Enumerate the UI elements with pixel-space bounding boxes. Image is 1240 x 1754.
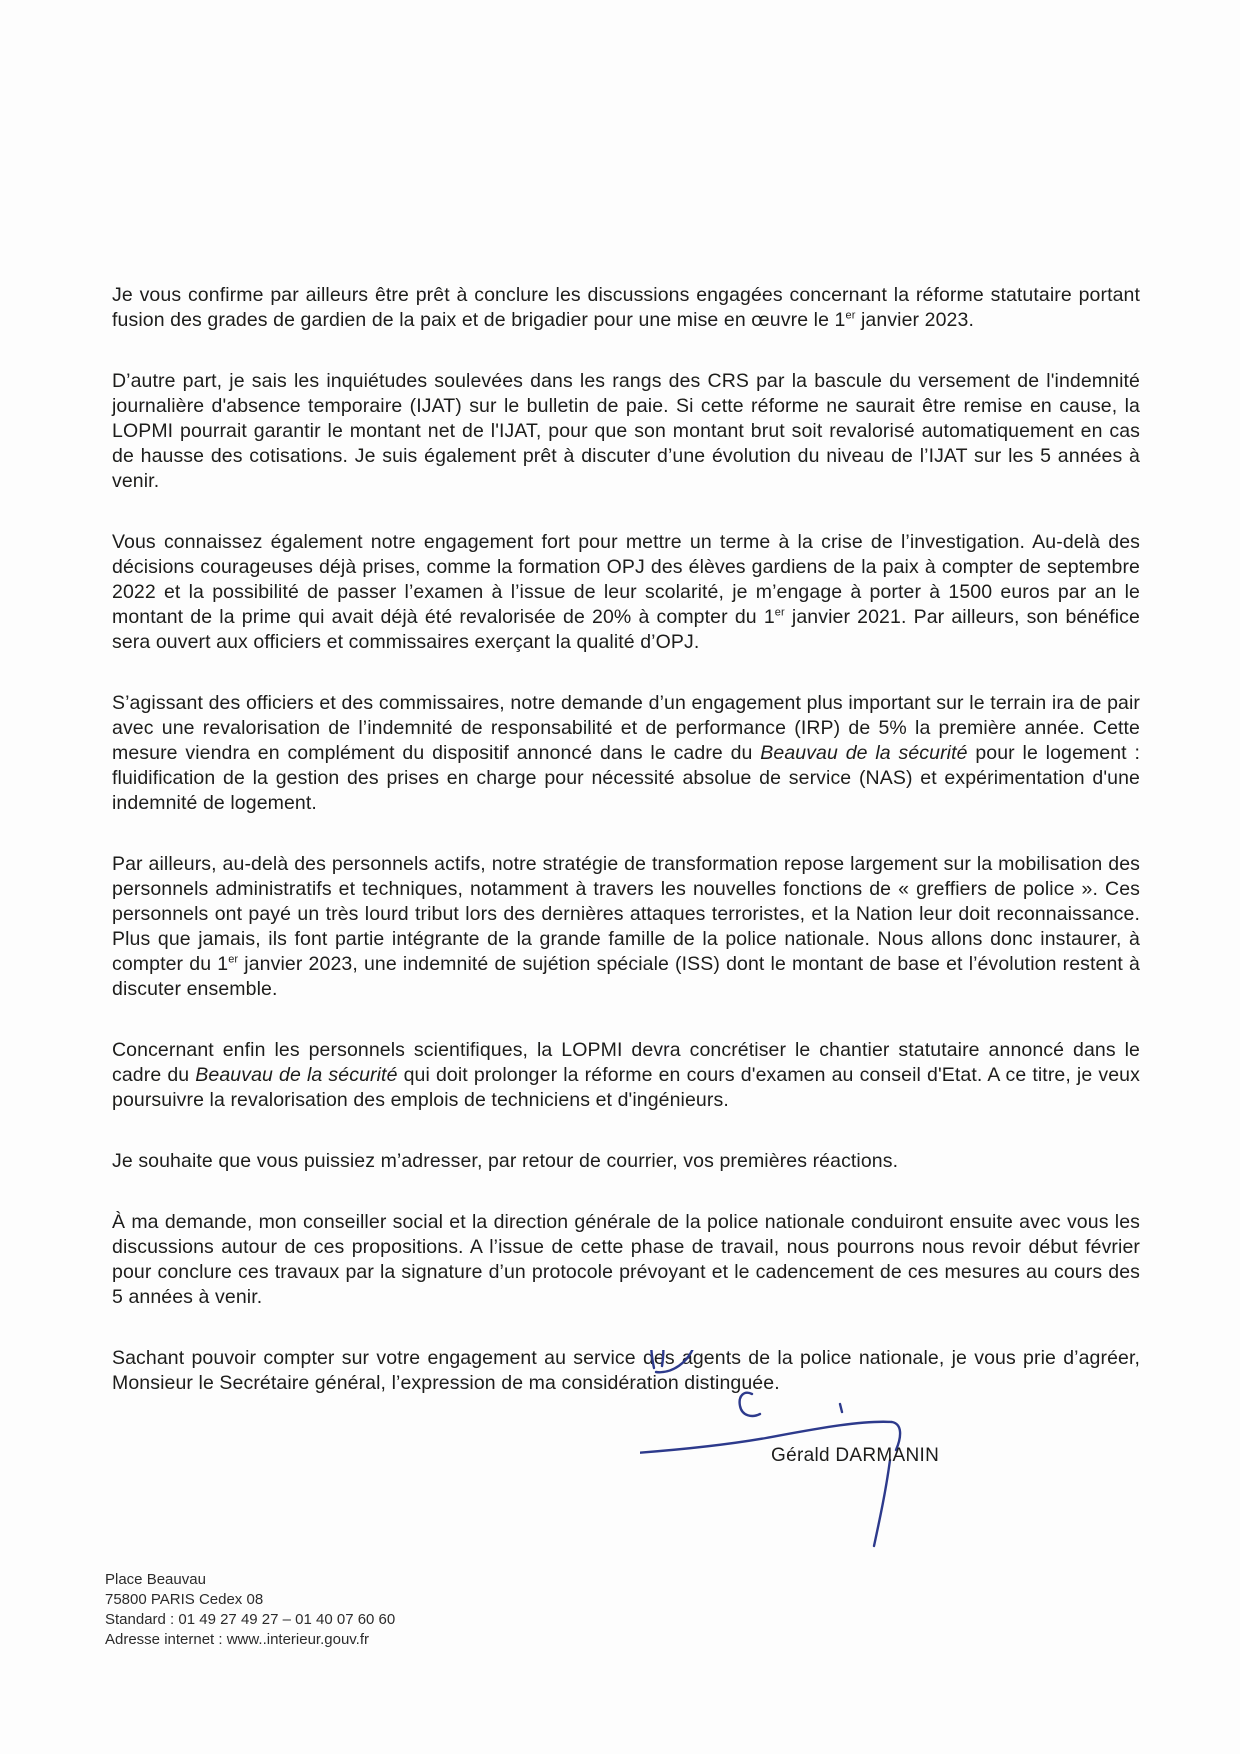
- ordinal-superscript: er: [228, 953, 239, 966]
- paragraph-text: Je souhaite que vous puissiez m’adresser, par retour de courrier, vos premières réactions.: [112, 1150, 899, 1172]
- paragraph-text: janvier 2023, une indemnité de sujétion spéciale (ISS) dont le montant de base et l’évolution restent à discuter ensemble.: [112, 953, 1140, 1000]
- paragraph-text: À ma demande, mon conseiller social et la direction générale de la police nationale conduiront ensuite avec vous les discussions autour de ces propositions. A l’issue de cette phase de travail, nous pourrons nous revoir début février pour conclure ces travaux par la signature d’un protocole prévoyant et le cadencement de ces mesures au cours des 5 années à venir.: [112, 1211, 1140, 1308]
- paragraph-text: Sachant pouvoir compter sur votre engagement au service des agents de la police nationale, je vous prie d’agréer, Monsieur le Secrétaire général, l’expression de ma considération distinguée.: [112, 1347, 1140, 1394]
- paragraph-text: janvier 2023.: [855, 309, 974, 331]
- ordinal-superscript: er: [845, 309, 856, 322]
- paragraph-text: janvier 2021. Par ailleurs, son bénéfice sera ouvert aux officiers et commissaires exerçant la qualité d’OPJ.: [112, 606, 1140, 653]
- paragraph-text: D’autre part, je sais les inquiétudes soulevées dans les rangs des CRS par la bascule du versement de l'indemnité journalière d'absence temporaire (IJAT) sur le bulletin de paie. Si cette réforme ne saurait être remise en cause, la LOPMI pourrait garantir le montant net de l'IJAT, pour que son montant brut soit revalorisé automatiquement en cas de hausse des cotisations. Je suis également prêt à discuter d’une évolution du niveau de l’IJAT sur les 5 années à venir.: [112, 370, 1140, 492]
- signatory-name: Gérald DARMANIN: [771, 1445, 940, 1466]
- letter-body: [112, 283, 1140, 1432]
- footer-postal-line: 75800 PARIS Cedex 08: [105, 1591, 264, 1608]
- emphasized-text: Beauvau de la sécurité: [195, 1064, 398, 1086]
- letter-paragraph: [112, 1149, 1140, 1174]
- footer-website-line: Adresse internet : www..interieur.gouv.fr: [105, 1631, 370, 1648]
- letter-paragraph: [112, 530, 1140, 655]
- letter-paragraph: [112, 1210, 1140, 1310]
- letter-paragraph: [112, 369, 1140, 494]
- letter-paragraph: [112, 852, 1140, 1002]
- letter-paragraph: [112, 1038, 1140, 1113]
- paragraph-text: Concernant enfin les personnels scientifiques, la LOPMI devra concrétiser le chantier statutaire annoncé dans le cadre du: [112, 1039, 1140, 1086]
- paragraph-text: Je vous confirme par ailleurs être prêt à conclure les discussions engagées concernant la réforme statutaire portant fusion des grades de gardien de la paix et de brigadier pour une mise en œuvre le 1: [112, 284, 1140, 331]
- ordinal-superscript: er: [774, 606, 785, 619]
- letter-paragraph: [112, 691, 1140, 816]
- emphasized-text: Beauvau de la sécurité: [760, 742, 968, 764]
- signature-block: [640, 1350, 1000, 1590]
- paragraph-text: pour le logement : fluidification de la gestion des prises en charge pour nécessité absolue de service (NAS) et expérimentation d'une indemnité de logement.: [112, 742, 1140, 814]
- letter-paragraph: [112, 283, 1140, 333]
- footer-phone-line: Standard : 01 49 27 49 27 – 01 40 07 60 60: [105, 1611, 396, 1628]
- paragraph-text: Vous connaissez également notre engagement fort pour mettre un terme à la crise de l’investigation. Au-delà des décisions courageuses déjà prises, comme la formation OPJ des élèves gardiens de la paix à compter de septembre 2022 et la possibilité de passer l’examen à l’issue de leur scolarité, je m’engage à porter à 1500 euros par an le montant de la prime qui avait déjà été revalorisée de 20% à compter du 1: [112, 531, 1140, 628]
- paragraph-text: Par ailleurs, au-delà des personnels actifs, notre stratégie de transformation repose largement sur la mobilisation des personnels administratifs et techniques, notamment à travers les nouvelles fonctions de « greffiers de police ». Ces personnels ont payé un très lourd tribut lors des dernières attaques terroristes, et la Nation leur doit reconnaissance. Plus que jamais, ils font partie intégrante de la grande famille de la police nationale. Nous allons donc instaurer, à compter du 1: [112, 853, 1140, 975]
- footer-address-line: Place Beauvau: [105, 1571, 206, 1588]
- paragraph-text: S’agissant des officiers et des commissaires, notre demande d’un engagement plus important sur le terrain ira de pair avec une revalorisation de l’indemnité de responsabilité et de performance (IRP) de 5% la première année. Cette mesure viendra en complément du dispositif annoncé dans le cadre du: [112, 692, 1140, 764]
- footer-address: [105, 1570, 395, 1650]
- paragraph-text: qui doit prolonger la réforme en cours d'examen au conseil d'Etat. A ce titre, je veux poursuivre la revalorisation des emplois de techniciens et d'ingénieurs.: [112, 1064, 1140, 1111]
- handwritten-signature: [640, 1350, 1000, 1590]
